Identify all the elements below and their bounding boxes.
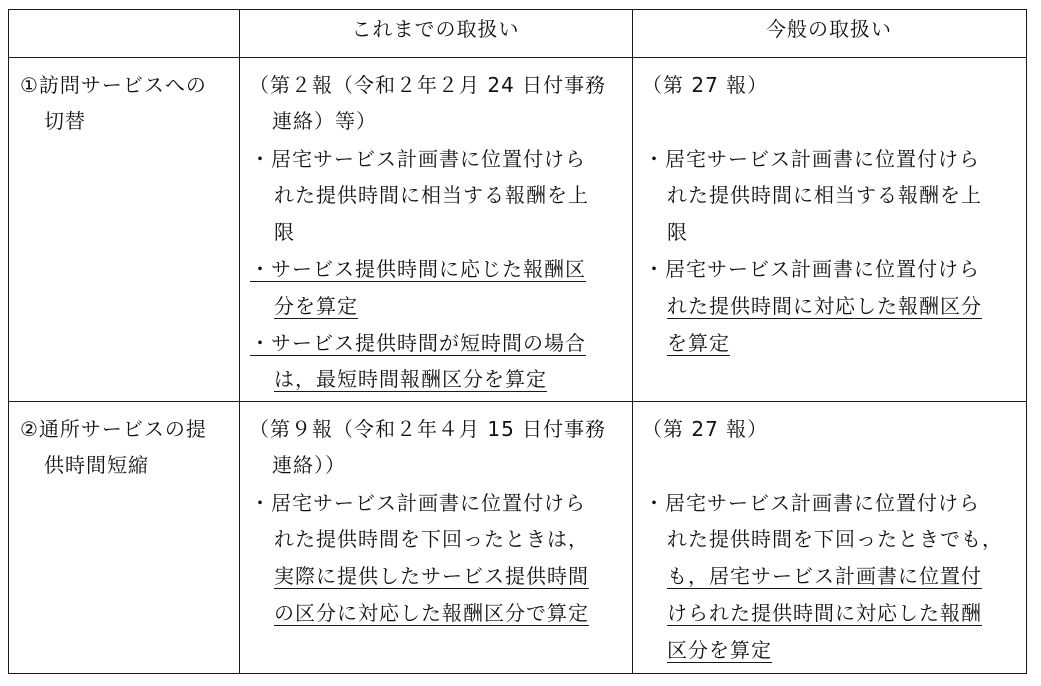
row2-current-line6: 区分を算定 — [667, 638, 772, 662]
row2-previous-line6: の区分に対応した報酬区分で算定 — [274, 601, 589, 625]
header-previous: これまでの取扱い — [351, 17, 520, 41]
row1-previous-line8: ・サービス提供時間が短時間の場合 — [250, 331, 586, 355]
row2-previous-line1: （第９報（令和２年４月 15 日付事務 — [249, 417, 607, 441]
table-border-bottom — [8, 673, 1026, 674]
header-current: 今般の取扱い — [766, 17, 892, 41]
row1-previous-line7: 分を算定 — [274, 294, 358, 318]
row2-current-line5: けられた提供時間に対応した報酬 — [667, 601, 982, 625]
row2-previous-line2: 連絡）） — [272, 453, 346, 477]
row1-current-line2: ・居宅サービス計画書に位置付けら — [644, 147, 980, 171]
row1-previous-line1: （第２報（令和２年２月 24 日付事務 — [249, 73, 607, 97]
table-border-top — [8, 9, 1026, 10]
row1-previous-line9: は，最短時間報酬区分を算定 — [274, 367, 547, 391]
row1-current-line4: 限 — [667, 220, 688, 244]
row2-current-line4: も，居宅サービス計画書に位置付 — [667, 564, 982, 588]
table-border-left — [8, 9, 9, 674]
row1-current-line5: ・居宅サービス計画書に位置付けら — [644, 257, 980, 281]
row-divider — [8, 401, 1026, 402]
row1-previous-line3: ・居宅サービス計画書に位置付けら — [250, 147, 586, 171]
row1-label-line2: 切替 — [44, 109, 86, 133]
row2-previous-line3: ・居宅サービス計画書に位置付けら — [250, 491, 586, 515]
row2-label-line1: ②通所サービスの提 — [20, 417, 207, 441]
row1-previous-line4: れた提供時間に相当する報酬を上 — [274, 183, 589, 207]
row2-current-line3: れた提供時間を下回ったときでも， — [667, 527, 1003, 551]
row2-current-line2: ・居宅サービス計画書に位置付けら — [644, 491, 980, 515]
row2-previous-line4: れた提供時間を下回ったときは， — [274, 527, 589, 551]
table-border-right — [1026, 9, 1027, 674]
column-divider-1 — [239, 9, 240, 674]
row1-current-line7: を算定 — [667, 331, 730, 355]
row1-previous-line5: 限 — [274, 220, 295, 244]
row1-previous-line2: 連絡）等） — [272, 109, 377, 133]
row2-label-line2: 供時間短縮 — [44, 453, 149, 477]
row1-label-line1: ①訪問サービスへの — [20, 73, 207, 97]
row1-current-line1: （第 27 報） — [642, 73, 769, 97]
row2-previous-line5: 実際に提供したサービス提供時間 — [274, 564, 589, 588]
row1-current-line6: れた提供時間に対応した報酬区分 — [667, 294, 982, 318]
row1-previous-line6: ・サービス提供時間に応じた報酬区 — [250, 257, 586, 281]
header-divider — [8, 57, 1026, 58]
column-divider-2 — [632, 9, 633, 674]
row1-current-line3: れた提供時間に相当する報酬を上 — [667, 183, 982, 207]
row2-current-line1: （第 27 報） — [642, 417, 769, 441]
